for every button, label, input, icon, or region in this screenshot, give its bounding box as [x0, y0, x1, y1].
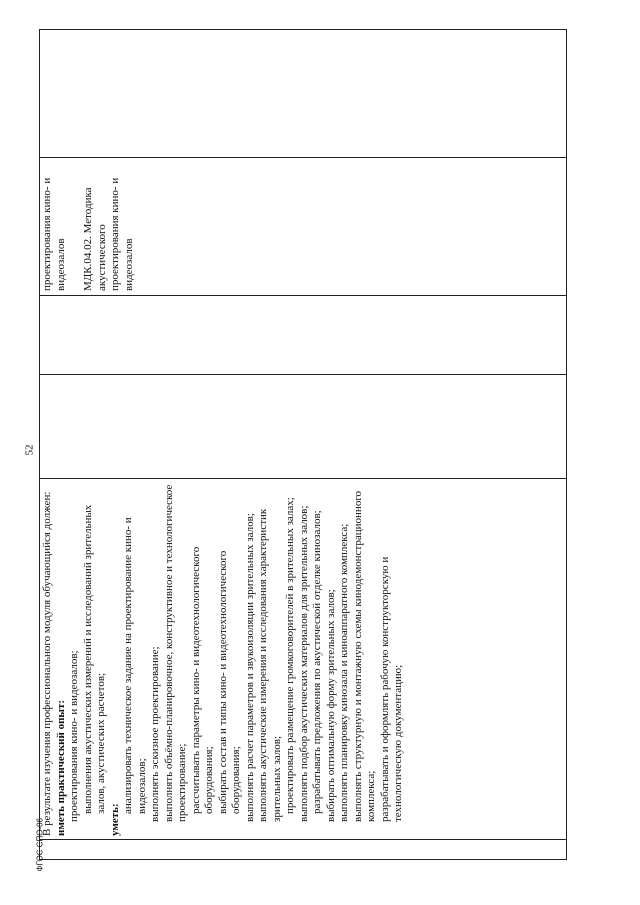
page-number: 52 [23, 444, 36, 456]
modules-cell [40, 158, 567, 296]
experience-item: выполнения акустических измерений и исследований зрительных залов, акустических расчетов; [81, 504, 107, 814]
skill-item: рассчитывать параметры кино- и видеотехнологического оборудования; [189, 546, 215, 814]
skill-item: выполнять расчет параметров и звукоизоляции зрительных залов; [243, 513, 256, 822]
empty-cell [40, 296, 567, 375]
skill-item: выполнять эскизное проектирование; [149, 646, 161, 822]
experience-heading: иметь практический опыт: [54, 699, 67, 836]
mdk-title: МДК.04.02. Методика акустического проектирования кино- и видеозалов [82, 177, 135, 291]
module-continuation: проектирования кино- и видеозалов [41, 177, 67, 291]
rotated-table [39, 30, 567, 860]
skill-item: выбирать состав и типы кино- и видеотехнологического оборудования; [216, 550, 242, 814]
competency-codes-cell [40, 30, 567, 158]
hours-cell [40, 375, 567, 479]
experience-item: проектирования кино- и видеозалов; [68, 650, 80, 822]
skill-item: выполнять планировку кинозала и киноаппаратного комплекса; [338, 523, 350, 822]
index-cell [40, 840, 567, 860]
curriculum-table [39, 29, 567, 860]
skills-heading: уметь: [108, 803, 121, 836]
intro-text: В результате изучения профессионального модуля обучающийся должен: [41, 491, 53, 836]
skill-item: выполнять объёмно-планировочное, конструктивное и технологическое проектирование; [162, 484, 188, 822]
skill-item: выбирать оптимальную форму зрительных залов; [324, 589, 337, 822]
skill-item: выполнять подбор акустических материалов для зрительных залов; [297, 505, 310, 822]
skill-item: анализировать техническое задание на проектирование кино- и видеозалов; [122, 517, 148, 814]
competencies-cell [40, 479, 567, 840]
skill-item: выполнять акустические измерения и исследования характеристик зрительных залов; [257, 508, 283, 822]
document-code: ФГОС СПО-06 [35, 818, 45, 872]
skill-item: разрабатывать предложения по акустической отделке кинозалов; [311, 510, 323, 814]
skill-item: разрабатывать и оформлять рабочую конструкторскую и технологическую документацию; [378, 556, 404, 822]
skill-item: проектировать размещение громкоговорителей в зрительных залах; [284, 497, 296, 814]
skill-item: выполнять структурную и монтажную схемы кинодемонстрационного комплекса; [351, 490, 377, 822]
